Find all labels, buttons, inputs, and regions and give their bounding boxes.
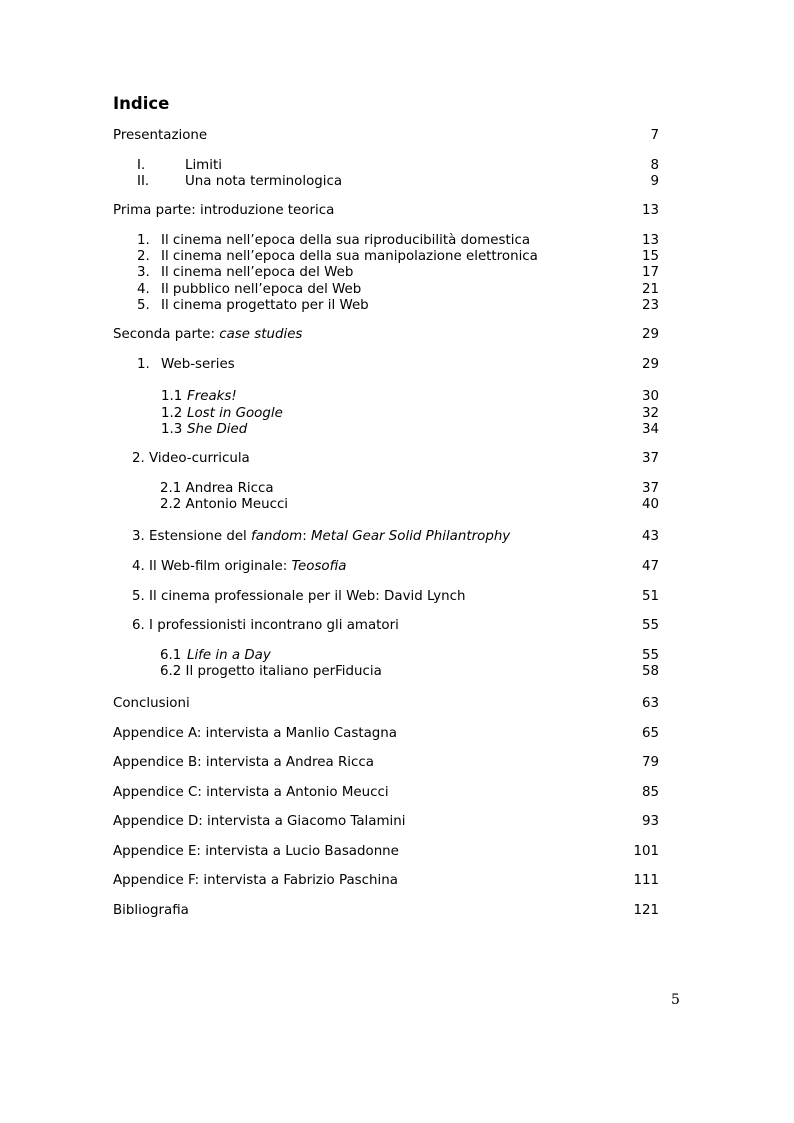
toc-number: 1.1 <box>161 389 183 404</box>
toc-label: Appendice C: intervista a Antonio Meucci <box>113 785 389 800</box>
toc-label-text: 3. Estensione del <box>132 529 252 544</box>
toc-number: 5. <box>137 298 150 313</box>
toc-entry-web-series <box>113 356 659 374</box>
toc-entry-web-film <box>113 558 659 576</box>
toc-page: 13 <box>641 233 659 248</box>
toc-label: Appendice D: intervista a Giacomo Talamini <box>113 814 406 829</box>
toc-label: 2.1 Andrea Ricca <box>160 481 274 496</box>
toc-label: Web-series <box>161 357 235 372</box>
toc-page: 9 <box>650 174 659 189</box>
toc-label: Appendice B: intervista a Andrea Ricca <box>113 755 374 770</box>
toc-page: 37 <box>641 451 659 466</box>
toc-label: Conclusioni <box>113 696 190 711</box>
toc-label: 6. I professionisti incontrano gli amatori <box>132 618 399 633</box>
toc-entry-david-lynch <box>113 588 659 606</box>
toc-page: 63 <box>641 696 659 711</box>
toc-page: 21 <box>641 282 659 297</box>
toc-label: Appendice F: intervista a Fabrizio Paschina <box>113 873 398 888</box>
toc-entry-appendice-c <box>113 784 659 802</box>
toc-label: Il cinema nell’epoca della sua riproducibilità domestica <box>161 233 531 248</box>
toc-label: Appendice E: intervista a Lucio Basadonne <box>113 844 399 859</box>
toc-page: 29 <box>641 327 659 342</box>
toc-page: 51 <box>641 589 659 604</box>
toc-label-text: 4. Il Web-film originale: <box>132 559 292 574</box>
toc-number: 1.3 <box>161 422 183 437</box>
toc-label: Appendice A: intervista a Manlio Castagna <box>113 726 397 741</box>
toc-number: 3. <box>137 265 150 280</box>
toc-label: Il cinema nell’epoca della sua manipolazione elettronica <box>161 249 538 264</box>
toc-number: 1.2 <box>161 406 183 421</box>
toc-entry-she-died <box>113 421 659 439</box>
toc-entry-fandom <box>113 528 659 546</box>
toc-label: Bibliografia <box>113 903 189 918</box>
toc-label: Il cinema nell’epoca del Web <box>161 265 354 280</box>
toc-label: She Died <box>187 422 248 437</box>
toc-entry-antonio-meucci <box>113 496 659 514</box>
toc-entry-seconda-parte <box>113 326 659 344</box>
toc-page: 13 <box>641 203 659 218</box>
toc-page: 30 <box>641 389 659 404</box>
toc-label: Freaks! <box>187 389 237 404</box>
toc-entry-professionisti <box>113 617 659 635</box>
toc-label-text: Seconda parte: <box>113 327 220 342</box>
toc-number: I. <box>137 158 146 173</box>
toc-label: Life in a Day <box>187 648 271 663</box>
toc-number: 2. <box>137 249 150 264</box>
toc-page: 65 <box>641 726 659 741</box>
toc-label-italic: Teosofia <box>291 559 347 574</box>
toc-entry-p5 <box>113 297 659 315</box>
toc-label: Limiti <box>185 158 222 173</box>
toc-page: 55 <box>641 648 659 663</box>
toc-entry-appendice-b <box>113 754 659 772</box>
toc-entry-appendice-e <box>113 843 659 861</box>
toc-page: 111 <box>633 873 659 888</box>
toc-label: Una nota terminologica <box>185 174 343 189</box>
toc-label-italic: case studies <box>219 327 303 342</box>
toc-entry-appendice-f <box>113 872 659 890</box>
toc-entry-perfiducia <box>113 663 659 681</box>
toc-page: 58 <box>641 664 659 679</box>
toc-label: Il pubblico nell’epoca del Web <box>161 282 362 297</box>
toc-number: II. <box>137 174 150 189</box>
toc-page: 85 <box>641 785 659 800</box>
toc-label <box>132 558 346 576</box>
toc-number: 1. <box>137 357 150 372</box>
toc-page: 121 <box>633 903 659 918</box>
toc-label-italic: Metal Gear Solid Philantrophy <box>310 529 511 544</box>
toc-entry-freaks <box>113 388 659 406</box>
toc-entry-conclusioni <box>113 695 659 713</box>
toc-page: 8 <box>650 158 659 173</box>
toc-page: 17 <box>641 265 659 280</box>
toc-entry-nota <box>113 173 659 191</box>
toc-entry-appendice-a <box>113 725 659 743</box>
toc-entry-prima-parte <box>113 202 659 220</box>
toc-number: 1. <box>137 233 150 248</box>
toc-page: 7 <box>650 128 659 143</box>
toc-label-separator: : <box>302 529 311 544</box>
toc-label: 2.2 Antonio Meucci <box>160 497 289 512</box>
toc-label: Prima parte: introduzione teorica <box>113 203 335 218</box>
toc-page: 55 <box>641 618 659 633</box>
toc-page: 40 <box>641 497 659 512</box>
toc-label: Lost in Google <box>187 406 283 421</box>
toc-page: 15 <box>641 249 659 264</box>
toc-label: 2. Video-curricula <box>132 451 250 466</box>
toc-entry-video-curricula <box>113 450 659 468</box>
toc-label-italic: fandom <box>251 529 303 544</box>
toc-label: Il cinema progettato per il Web <box>161 298 369 313</box>
toc-page: 29 <box>641 357 659 372</box>
toc-number: 6.1 <box>160 648 182 663</box>
page-title: Indice <box>113 94 170 113</box>
toc-page: 101 <box>633 844 659 859</box>
toc-label: Presentazione <box>113 128 208 143</box>
toc-page: 43 <box>641 529 659 544</box>
toc-page: 47 <box>641 559 659 574</box>
toc-label: 6.2 Il progetto italiano perFiducia <box>160 664 382 679</box>
toc-page: 34 <box>641 422 659 437</box>
toc-entry-presentazione <box>113 127 659 145</box>
page-number: 5 <box>671 992 680 1008</box>
toc-label: 5. Il cinema professionale per il Web: David Lynch <box>132 589 466 604</box>
toc-page: 79 <box>641 755 659 770</box>
toc-label <box>113 326 302 344</box>
toc-page: 93 <box>641 814 659 829</box>
toc-page: 32 <box>641 406 659 421</box>
toc-entry-appendice-d <box>113 813 659 831</box>
toc-page: 37 <box>641 481 659 496</box>
toc-number: 4. <box>137 282 150 297</box>
toc-page: 23 <box>641 298 659 313</box>
toc-entry-bibliografia <box>113 902 659 920</box>
toc-label <box>132 528 510 546</box>
toc-entry-p3 <box>113 264 659 282</box>
